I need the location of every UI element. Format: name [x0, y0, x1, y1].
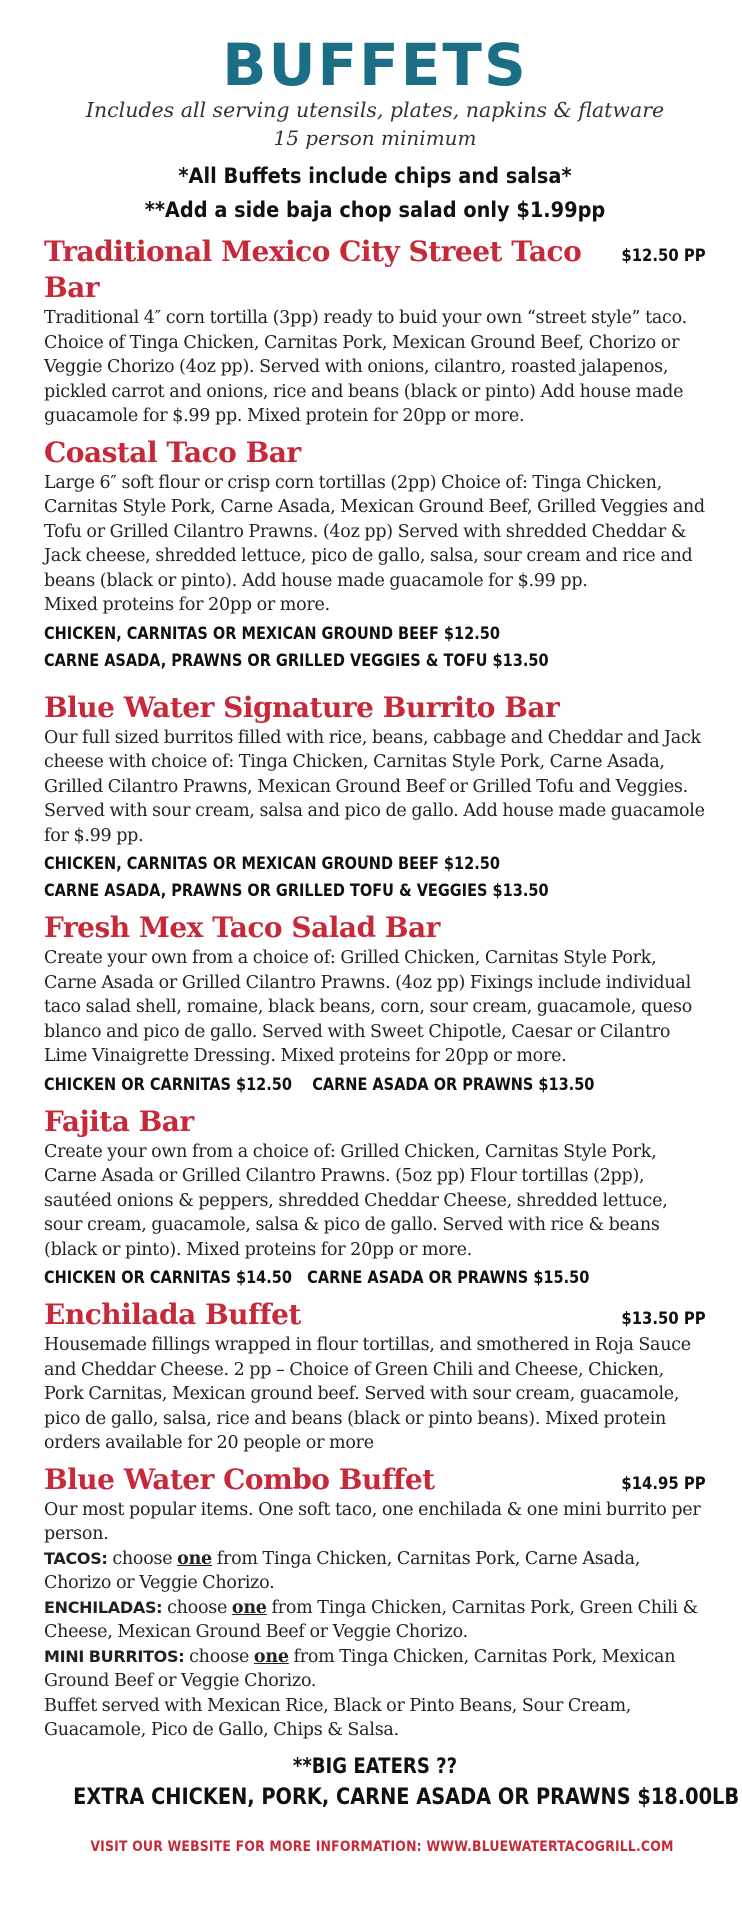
combo-item-text: from Tinga Chicken, Carnitas Pork, Carne Asada, Chorizo or Veggie Chorizo.	[44, 1548, 641, 1593]
combo-item-text: choose	[162, 1597, 232, 1618]
price-lines	[44, 620, 706, 674]
section-header	[44, 690, 706, 726]
chips-salsa-note: *All Buffets include chips and salsa*	[178, 164, 572, 189]
combo-item-enchiladas	[44, 1596, 706, 1645]
section-taco-salad-bar	[44, 910, 706, 1098]
section-title: Enchilada Buffet	[44, 1298, 301, 1331]
price-lines	[44, 1264, 706, 1291]
combo-item-text: choose	[107, 1548, 178, 1569]
price-lines	[44, 1071, 706, 1098]
subtitle-utensils: Includes all serving utensils, plates, napkins & flatware	[85, 98, 665, 122]
website-footer: VISIT OUR WEBSITE FOR MORE INFORMATION: WWW.BLUEWATERTACOGRILL.COM	[90, 1838, 674, 1855]
salad-addon-note: **Add a side baja chop salad only $1.99pp	[144, 198, 606, 223]
section-price: $12.50 PP	[621, 246, 706, 265]
section-burrito-bar	[44, 690, 706, 905]
section-price: $14.95 PP	[621, 1473, 706, 1493]
section-description: Large 6″ soft flour or crisp corn tortillas (2pp) Choice of: Tinga Chicken, Carnitas Style Pork, Carne Asada, Mexican Ground Beef, Grilled Veggies and Tofu or Grilled Cilantro Prawns. (4oz pp) Served with shredded Cheddar & Jack cheese, shredded lettuce, pico de gallo, salsa, sour cream and rice and beans (black or pinto). Add house made guacamole for $.99 pp.	[44, 472, 705, 591]
section-description: Housemade fillings wrapped in flour tortillas, and smothered in Roja Sauce and Cheddar Cheese. 2 pp – Choice of Green Chili and Cheese, Chicken, Pork Carnitas, Mexican ground beef. Served with sour cream, guacamole, pico de gallo, salsa, rice and beans (black or pinto beans). Mixed protein orders available for 20 people or more	[44, 1335, 691, 1453]
section-price: $13.50 PP	[621, 1309, 706, 1328]
big-eaters-price: EXTRA CHICKEN, PORK, CARNE ASADA OR PRAWNS $18.00LB	[73, 1783, 740, 1810]
price-line: CARNE ASADA, PRAWNS OR GRILLED TOFU & VEGGIES $13.50	[44, 881, 549, 900]
combo-item-label: MINI BURRITOS:	[44, 1646, 185, 1666]
section-title: Blue Water Signature Burrito Bar	[44, 690, 560, 724]
combo-item-choice: one	[231, 1597, 267, 1618]
section-description: Traditional 4″ corn tortilla (3pp) ready to buid your own “street style” taco. Choice of Tinga Chicken, Carnitas Pork, Mexican Ground Beef, Chorizo or Veggie Chorizo (4oz pp). Served with onions, cilantro, roasted jalapenos, pickled carrot and onions, rice and beans (black or pinto) Add house made guacamole for $.99 pp. Mixed protein for 20pp or more.	[44, 308, 687, 426]
page-title: BUFFETS	[222, 31, 528, 99]
section-header	[44, 1297, 706, 1333]
section-header	[44, 435, 706, 471]
section-title: Fajita Bar	[44, 1104, 194, 1138]
section-title: Fresh Mex Taco Salad Bar	[44, 911, 440, 944]
price-line: CHICKEN, CARNITAS OR MEXICAN GROUND BEEF $12.50	[44, 854, 500, 873]
combo-item-label: ENCHILADAS:	[44, 1597, 163, 1617]
section-title: Blue Water Combo Buffet	[44, 1462, 435, 1496]
combo-item-text: from Tinga Chicken, Carnitas Pork, Mexican Ground Beef or Veggie Chorizo.	[44, 1646, 676, 1691]
section-header	[44, 910, 706, 946]
price-line: CHICKEN OR CARNITAS $14.50 CARNE ASADA OR PRAWNS $15.50	[44, 1268, 590, 1287]
section-header	[44, 234, 706, 306]
section-description: Create your own from a choice of: Grilled Chicken, Carnitas Style Pork, Carne Asada or Grilled Cilantro Prawns. (4oz pp) Fixings include individual taco salad shell, romaine, black beans, corn, sour cream, guacamole, queso blanco and pico de gallo. Served with Sweet Chipotle, Caesar or Cilantro Lime Vinaigrette Dressing. Mixed proteins for 20pp or more.	[44, 948, 693, 1066]
section-enchilada-buffet	[44, 1297, 706, 1456]
combo-item-mini-burritos	[44, 1645, 706, 1694]
section-header	[44, 1462, 706, 1498]
section-header	[44, 1104, 706, 1140]
combo-item-label: TACOS:	[44, 1548, 108, 1568]
section-title: Coastal Taco Bar	[44, 435, 301, 469]
section-description-mixed: Mixed proteins for 20pp or more.	[44, 595, 330, 615]
price-line: CHICKEN, CARNITAS OR MEXICAN GROUND BEEF $12.50	[44, 623, 500, 643]
price-lines	[44, 850, 706, 904]
subtitle-minimum: 15 person minimum	[273, 126, 477, 150]
combo-closing: Buffet served with Mexican Rice, Black or Pinto Beans, Sour Cream, Guacamole, Pico de Gallo, Chips & Salsa.	[44, 1695, 632, 1740]
big-eaters-heading: **BIG EATERS ??	[292, 1753, 458, 1778]
section-title: Traditional Mexico City Street Taco Bar	[44, 235, 582, 304]
section-coastal-taco-bar	[44, 435, 706, 674]
combo-item-choice: one	[253, 1646, 289, 1667]
price-line: CARNE ASADA, PRAWNS OR GRILLED VEGGIES & TOFU $13.50	[44, 650, 549, 670]
big-eaters-block	[44, 1751, 740, 1813]
combo-item-text: choose	[184, 1646, 254, 1667]
combo-item-tacos	[44, 1547, 706, 1596]
section-combo-buffet	[44, 1462, 706, 1743]
section-description: Create your own from a choice of: Grilled Chicken, Carnitas Style Pork, Carne Asada or Grilled Cilantro Prawns. (5oz pp) Flour tortillas (2pp), sautéed onions & peppers, shredded Cheddar Cheese, shredded lettuce, sour cream, guacamole, salsa & pico de gallo. Served with rice & beans (black or pinto). Mixed proteins for 20pp or more.	[44, 1141, 668, 1260]
section-fajita-bar	[44, 1104, 706, 1292]
combo-item-choice: one	[177, 1548, 212, 1569]
combo-item-text: from Tinga Chicken, Carnitas Pork, Green Chili & Cheese, Mexican Ground Beef or Veggie Chorizo.	[44, 1597, 698, 1642]
section-description: Our full sized burritos filled with rice, beans, cabbage and Cheddar and Jack cheese with choice of: Tinga Chicken, Carnitas Style Pork, Carne Asada, Grilled Cilantro Prawns, Mexican Ground Beef or Grilled Tofu and Veggies. Served with sour cream, salsa and pico de gallo. Add house made guacamole for $.99 pp.	[44, 727, 705, 846]
price-line: CHICKEN OR CARNITAS $12.50 CARNE ASADA OR PRAWNS $13.50	[44, 1074, 595, 1094]
menu-header	[44, 0, 706, 228]
section-street-taco-bar	[44, 234, 706, 429]
section-description: Our most popular items. One soft taco, one enchilada & one mini burrito per person.	[44, 1499, 701, 1544]
